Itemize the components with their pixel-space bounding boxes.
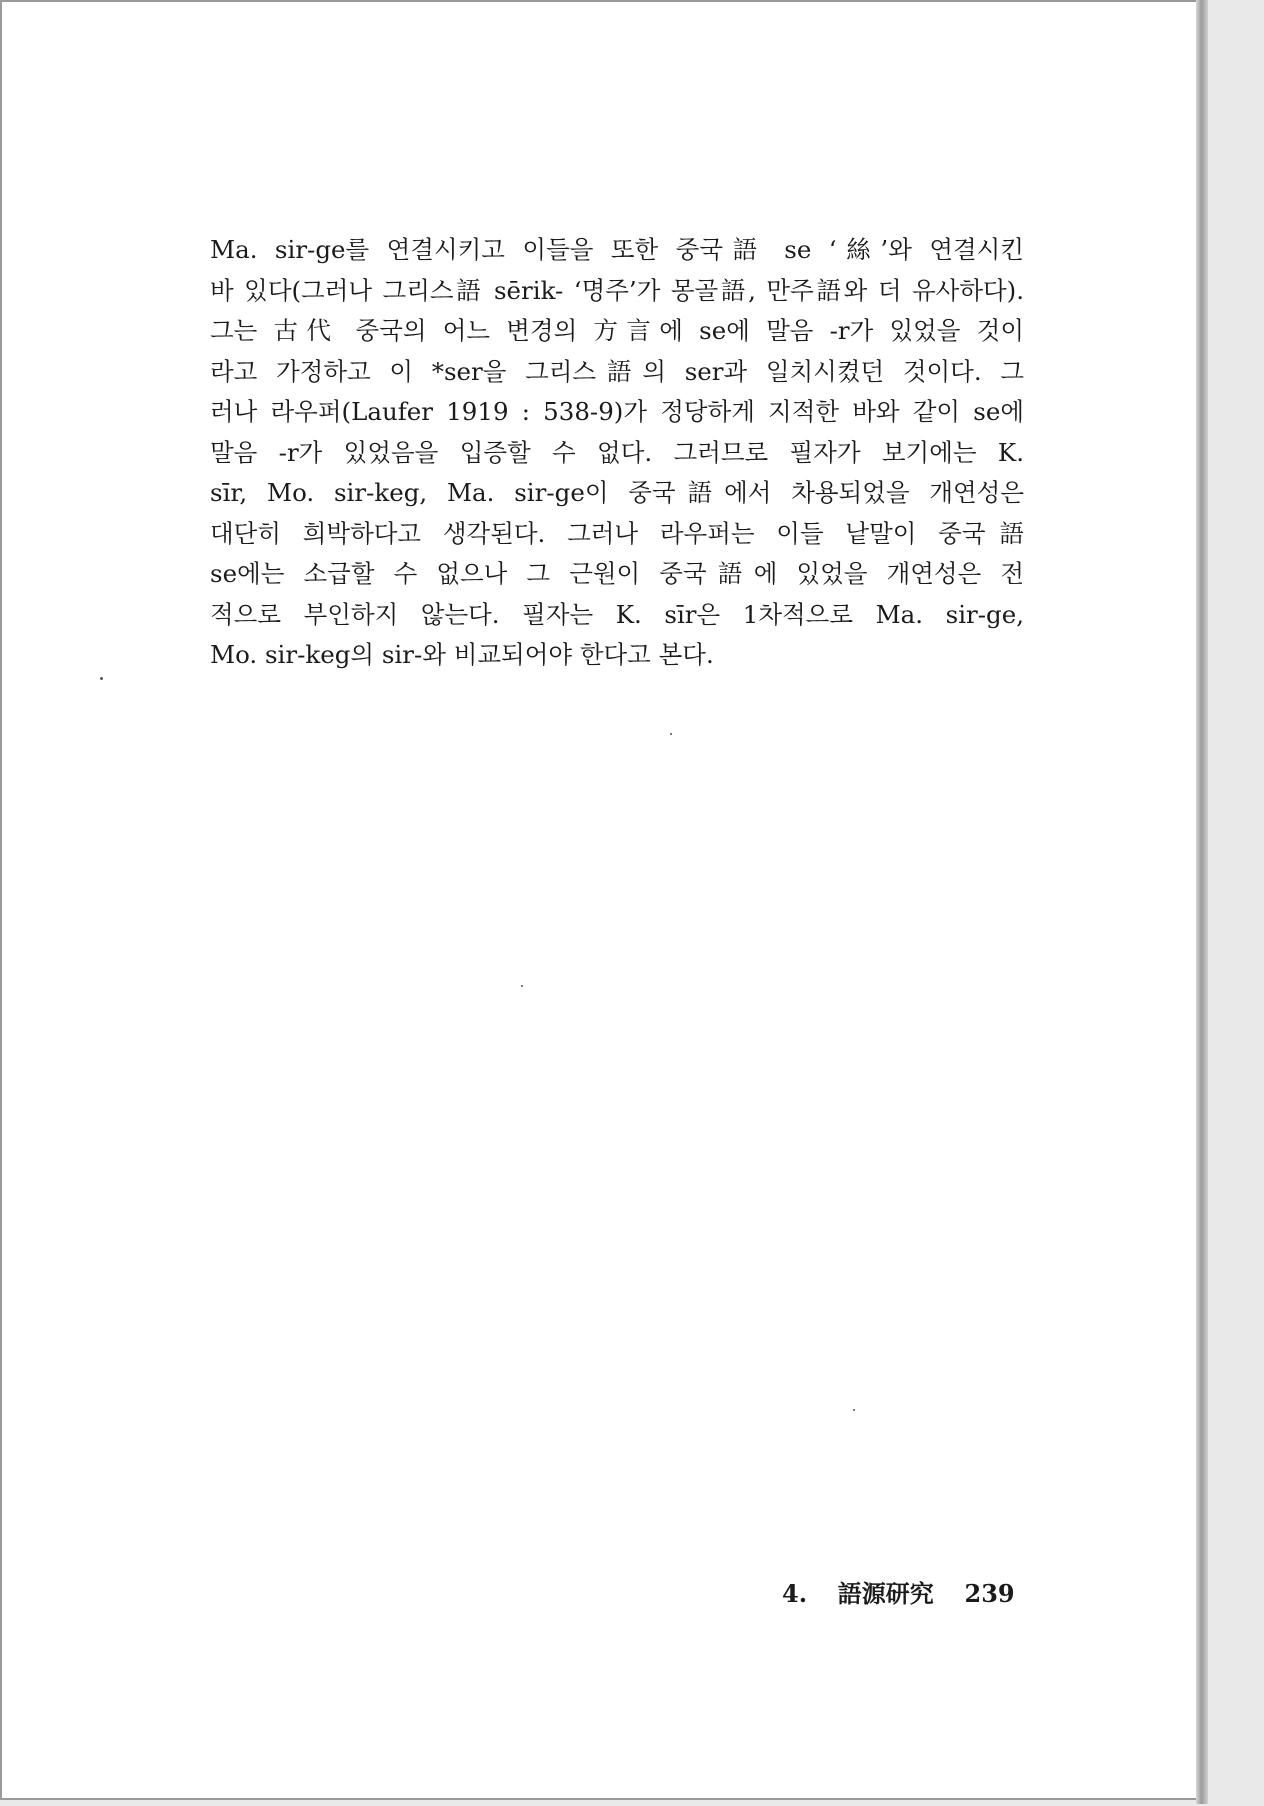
- section-number: 4.: [782, 1579, 808, 1608]
- text-line: 바 있다(그러나 그리스語 sērik- ‘명주’가 몽골語, 만주語와 더 유사하다).: [210, 275, 1024, 305]
- scan-speck: [521, 985, 523, 987]
- page-edge-shadow: [1196, 0, 1208, 1804]
- body-paragraph: [210, 230, 1024, 676]
- running-title: 語源研究: [837, 1579, 934, 1608]
- page-number: 239: [964, 1579, 1015, 1608]
- scan-speck: [853, 1409, 855, 1411]
- text-line: 말음 -r가 있었음을 입증할 수 없다. 그러므로 필자가 보기에는 K.: [210, 437, 1024, 467]
- scan-speck: [670, 733, 672, 735]
- text-line: se에는 소급할 수 없으나 그 근원이 중국語에 있었을 개연성은 전: [210, 559, 1024, 588]
- text-line: 라고 가정하고 이 *ser을 그리스語의 ser과 일치시켰던 것이다. 그: [210, 356, 1024, 386]
- text-line: Ma. sir-ge를 연결시키고 이들을 또한 중국語 se ‘絲’와 연결시킨: [210, 235, 1024, 264]
- text-line: Mo. sir-keg의 sir-와 비교되어야 한다고 본다.: [210, 640, 714, 669]
- text-line: sīr, Mo. sir-keg, Ma. sir-ge이 중국語에서 차용되었을 개연성은: [210, 478, 1024, 507]
- text-line: 러나 라우퍼(Laufer 1919 : 538-9)가 정당하게 지적한 바와 같이 se에: [210, 397, 1024, 426]
- page-footer: [782, 1574, 1015, 1609]
- text-line: 대단히 희박하다고 생각된다. 그러나 라우퍼는 이들 낱말이 중국語: [210, 518, 1024, 548]
- text-line: 그는 古代 중국의 어느 변경의 方言에 se에 말음 -r가 있었을 것이: [210, 316, 1024, 345]
- scan-speck: [100, 677, 103, 680]
- text-line: 적으로 부인하지 않는다. 필자는 K. sīr은 1차적으로 Ma. sir-ge,: [210, 599, 1024, 629]
